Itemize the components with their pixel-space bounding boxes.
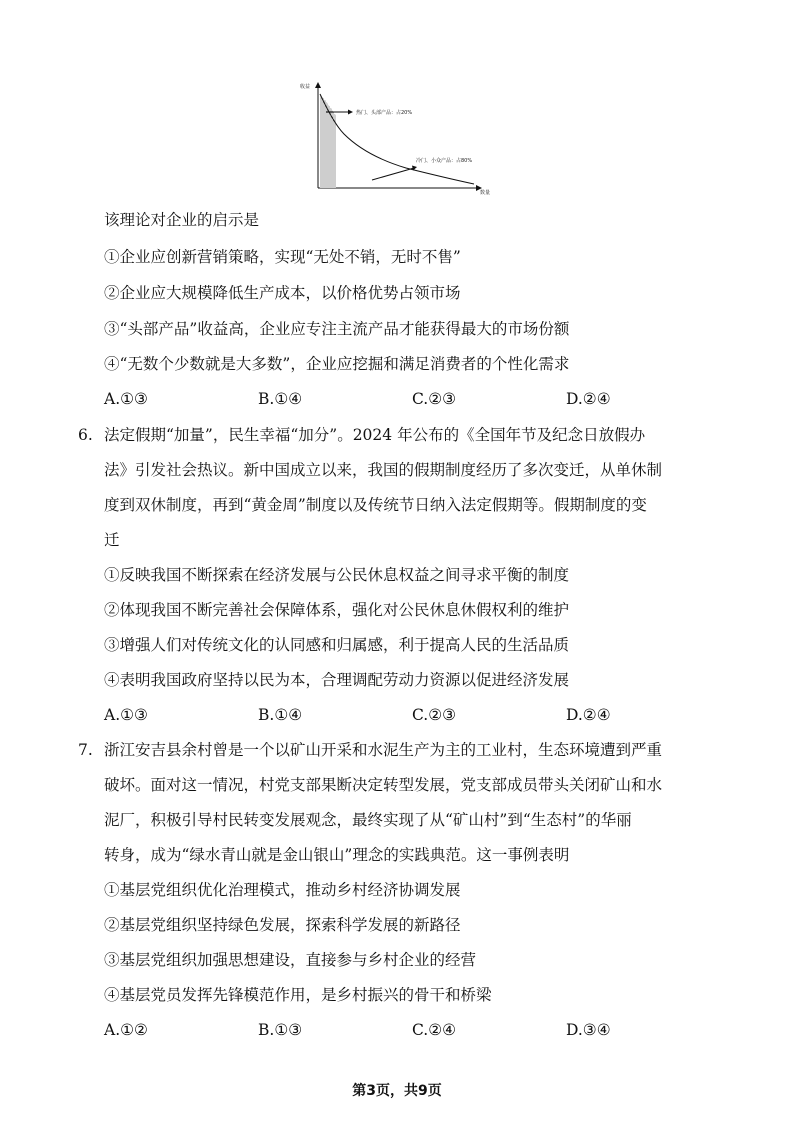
x-axis-label: 数量 bbox=[480, 190, 491, 196]
long-tail-curve bbox=[320, 94, 474, 184]
q6-option-c: C.②③ bbox=[412, 706, 457, 724]
q7-number: 7. bbox=[78, 741, 93, 759]
tail-annotation: 冷门、小众产品：占80% bbox=[416, 158, 473, 164]
q6-item-3: ③增强人们对传统文化的认同感和归属感，利于提高人民的生活品质 bbox=[104, 636, 570, 654]
q5-option-d: D.②④ bbox=[566, 390, 611, 408]
long-tail-chart bbox=[296, 76, 506, 196]
q6-stem-line-4: 迁 bbox=[104, 531, 120, 549]
y-axis-label: 收益 bbox=[300, 84, 311, 90]
q6-item-4: ④表明我国政府坚持以民为本，合理调配劳动力资源以促进经济发展 bbox=[104, 671, 570, 689]
q7-item-4: ④基层党员发挥先锋模范作用，是乡村振兴的骨干和桥梁 bbox=[104, 986, 492, 1004]
head-annotation: 热门、头部产品：占20% bbox=[356, 110, 413, 116]
q6-stem-line-1: 法定假期“加量”，民生幸福“加分”。2024 年公布的《全国年节及纪念日放假办 bbox=[104, 426, 646, 444]
q5-item-1: ①企业应创新营销策略，实现“无处不销，无时不售” bbox=[104, 248, 461, 266]
q7-option-d: D.③④ bbox=[566, 1021, 611, 1039]
q6-option-d: D.②④ bbox=[566, 706, 611, 724]
q5-option-a: A.①③ bbox=[104, 390, 148, 408]
q7-option-c: C.②④ bbox=[412, 1021, 457, 1039]
q5-stem-tail: 该理论对企业的启示是 bbox=[104, 211, 260, 229]
q6-stem-line-2: 法》引发社会热议。新中国成立以来，我国的假期制度经历了多次变迁，从单休制 bbox=[104, 461, 663, 479]
q7-option-a: A.①② bbox=[104, 1021, 148, 1039]
q5-option-b: B.①④ bbox=[258, 390, 303, 408]
q7-stem-line-4: 转身，成为“绿水青山就是金山银山”理念的实践典范。这一事例表明 bbox=[104, 846, 570, 864]
q7-stem-line-3: 泥厂，积极引导村民转变发展观念，最终实现了从“矿山村”到“生态村”的华丽 bbox=[104, 811, 632, 829]
q7-stem-line-2: 破坏。面对这一情况，村党支部果断决定转型发展，党支部成员带头关闭矿山和水 bbox=[104, 776, 663, 794]
q7-stem-line-1: 浙江安吉县余村曾是一个以矿山开采和水泥生产为主的工业村，生态环境遭到严重 bbox=[104, 741, 663, 759]
y-axis-arrow bbox=[315, 82, 321, 88]
q5-option-c: C.②③ bbox=[412, 390, 457, 408]
q7-option-b: B.①③ bbox=[258, 1021, 303, 1039]
q5-item-4: ④“无数个少数就是大多数”，企业应挖掘和满足消费者的个性化需求 bbox=[104, 355, 570, 373]
q6-number: 6. bbox=[78, 426, 93, 444]
page-footer: 第3页，共9页 bbox=[352, 1083, 442, 1099]
q5-item-2: ②企业应大规模降低生产成本，以价格优势占领市场 bbox=[104, 284, 461, 302]
q6-option-a: A.①③ bbox=[104, 706, 148, 724]
q7-item-1: ①基层党组织优化治理模式，推动乡村经济协调发展 bbox=[104, 881, 461, 899]
q7-item-3: ③基层党组织加强思想建设，直接参与乡村企业的经营 bbox=[104, 951, 477, 969]
q6-stem-line-3: 度到双休制度，再到“黄金周”制度以及传统节日纳入法定假期等。假期制度的变 bbox=[104, 496, 647, 514]
q7-item-2: ②基层党组织坚持绿色发展，探索科学发展的新路径 bbox=[104, 916, 461, 934]
head-region bbox=[320, 94, 336, 188]
tail-arrow bbox=[372, 168, 414, 180]
q6-option-b: B.①④ bbox=[258, 706, 303, 724]
q6-item-2: ②体现我国不断完善社会保障体系，强化对公民休息休假权利的维护 bbox=[104, 601, 570, 619]
q6-item-1: ①反映我国不断探索在经济发展与公民休息权益之间寻求平衡的制度 bbox=[104, 566, 570, 584]
q5-item-3: ③“头部产品”收益高，企业应专注主流产品才能获得最大的市场份额 bbox=[104, 320, 570, 338]
